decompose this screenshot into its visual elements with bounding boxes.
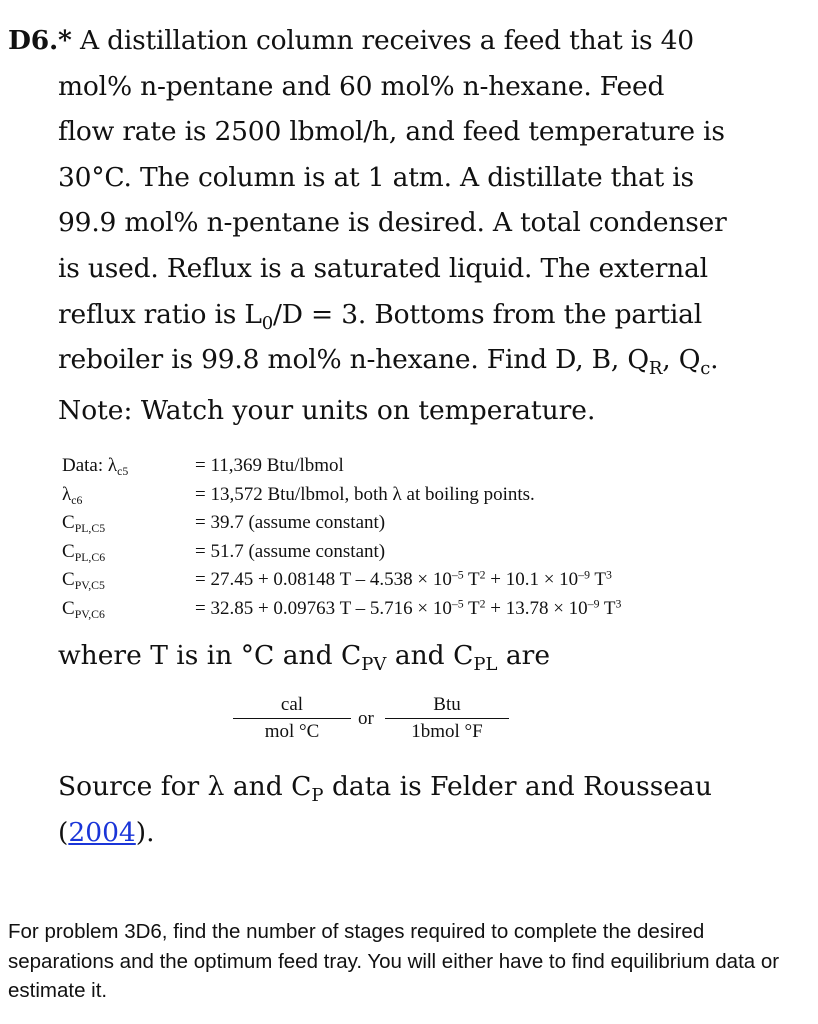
symbol-text: C (62, 540, 75, 562)
data-value (195, 595, 621, 624)
data-value: = 13,572 Btu/lbmol, both λ at boiling points. (195, 483, 535, 505)
cp-sub: P (311, 784, 324, 806)
data-symbol (62, 538, 195, 567)
problem-line-2: mol% n-pentane and 60 mol% n-hexane. Feed (58, 70, 665, 102)
cpv-sub: PV (361, 653, 387, 675)
where-text-c: are (497, 640, 551, 671)
symbol-text: Data: λ (62, 455, 118, 476)
symbol-text: C (62, 597, 75, 619)
symbol-text: λ (62, 483, 72, 505)
problem-line-5: 99.9 mol% n-pentane is desired. A total condenser (58, 207, 727, 239)
symbol-sub: PV,C6 (74, 607, 105, 621)
data-value: = 39.7 (assume constant) (195, 512, 386, 533)
problem-line-7 (8, 292, 798, 338)
where-clause (58, 640, 551, 675)
or-text: or (358, 708, 374, 729)
symbol-sub: c5 (117, 464, 129, 478)
units-note: Note: Watch your units on temperature. (58, 395, 596, 426)
symbol-sub: c6 (71, 493, 83, 507)
reflux-text-a: reflux ratio is L (58, 298, 262, 330)
symbol-text: C (62, 512, 75, 533)
problem-statement (8, 18, 798, 383)
fraction-btu-per-lbmol-f (385, 694, 509, 743)
problem-line-3: flow rate is 2500 lbmol/h, and feed temperature is (58, 116, 725, 148)
problem-label: D6.* (8, 25, 72, 56)
value-exp: –9 (587, 597, 600, 611)
value-part: T (463, 597, 480, 619)
data-symbol (62, 595, 195, 624)
problem-line-8 (8, 337, 798, 383)
value-part: T (599, 597, 616, 619)
value-exp: –5 (451, 597, 464, 611)
qr-sub: R (648, 357, 663, 379)
value-exp: –5 (451, 568, 464, 582)
data-value: = 11,369 Btu/lbmol (195, 455, 344, 476)
data-row-cpv-c6 (62, 595, 621, 624)
data-row-lambda-c5 (62, 452, 621, 481)
citation-year-link[interactable]: 2004 (68, 816, 136, 848)
value-part: + 13.78 × 10 (485, 597, 588, 619)
data-row-lambda-c6 (62, 481, 621, 510)
problem-line-4: 30°C. The column is at 1 atm. A distillate that is (58, 161, 694, 193)
data-row-cpl-c6 (62, 538, 621, 567)
value-exp: –9 (578, 568, 590, 582)
fraction-cal-per-mol-c (233, 694, 351, 743)
value-part: T (589, 569, 606, 590)
value-exp: 3 (615, 597, 622, 611)
source-citation (58, 764, 798, 855)
data-row-cpv-c5 (62, 566, 621, 595)
reboiler-text-c: . (710, 344, 719, 376)
problem-text-1: A distillation column receives a feed that is 40 (79, 25, 694, 56)
source-line-2 (58, 810, 798, 856)
source-line-1 (58, 764, 798, 810)
symbol-text: C (62, 569, 75, 590)
data-value (195, 566, 612, 595)
reboiler-text-a: reboiler is 99.8 mol% n-hexane. Find D, B, Q (58, 344, 649, 376)
value-part: T (463, 569, 480, 590)
data-symbol (62, 452, 195, 481)
follow-up-question: For problem 3D6, find the number of stages required to complete the desired separations and the optimum feed tray. You will either have to find equilibrium data or estimate it. (8, 920, 780, 1002)
source-text-a: Source for λ and C (58, 771, 312, 802)
symbol-sub: PV,C5 (74, 578, 105, 592)
data-symbol (62, 509, 195, 538)
value-part: = 27.45 + 0.08148 T – 4.538 × 10 (195, 569, 452, 590)
units-fractions (233, 694, 513, 754)
data-symbol (62, 566, 195, 595)
reboiler-text-b: , Q (662, 344, 701, 376)
symbol-sub: PL,C5 (74, 521, 106, 535)
fraction-numerator: cal (280, 694, 304, 715)
data-row-cpl-c5 (62, 509, 621, 538)
reflux-text-b: /D = 3. Bottoms from the partial (273, 298, 703, 330)
value-exp: 2 (479, 568, 486, 582)
value-part: + 10.1 × 10 (485, 569, 579, 590)
data-symbol (62, 481, 195, 510)
symbol-sub: PL,C6 (74, 550, 106, 564)
data-value: = 51.7 (assume constant) (195, 540, 386, 562)
where-text-b: and C (386, 640, 474, 671)
paren-close: ). (135, 816, 155, 848)
problem-line-1 (8, 18, 798, 64)
fraction-denominator: mol °C (264, 721, 320, 742)
value-exp: 3 (605, 568, 612, 582)
qc-sub: c (700, 357, 711, 379)
paren-open: ( (58, 816, 69, 848)
where-text-a: where T is in °C and C (58, 640, 362, 671)
fraction-numerator: Btu (433, 694, 461, 715)
value-exp: 2 (479, 597, 486, 611)
fraction-denominator: 1bmol °F (411, 721, 483, 742)
value-part: = 32.85 + 0.09763 T – 5.716 × 10 (195, 597, 452, 619)
data-table (62, 452, 621, 623)
source-text-b: data is Felder and Rousseau (323, 771, 712, 802)
problem-line-6: is used. Reflux is a saturated liquid. The external (58, 252, 708, 284)
reflux-sub: 0 (261, 312, 274, 334)
cpl-sub: PL (473, 653, 498, 675)
